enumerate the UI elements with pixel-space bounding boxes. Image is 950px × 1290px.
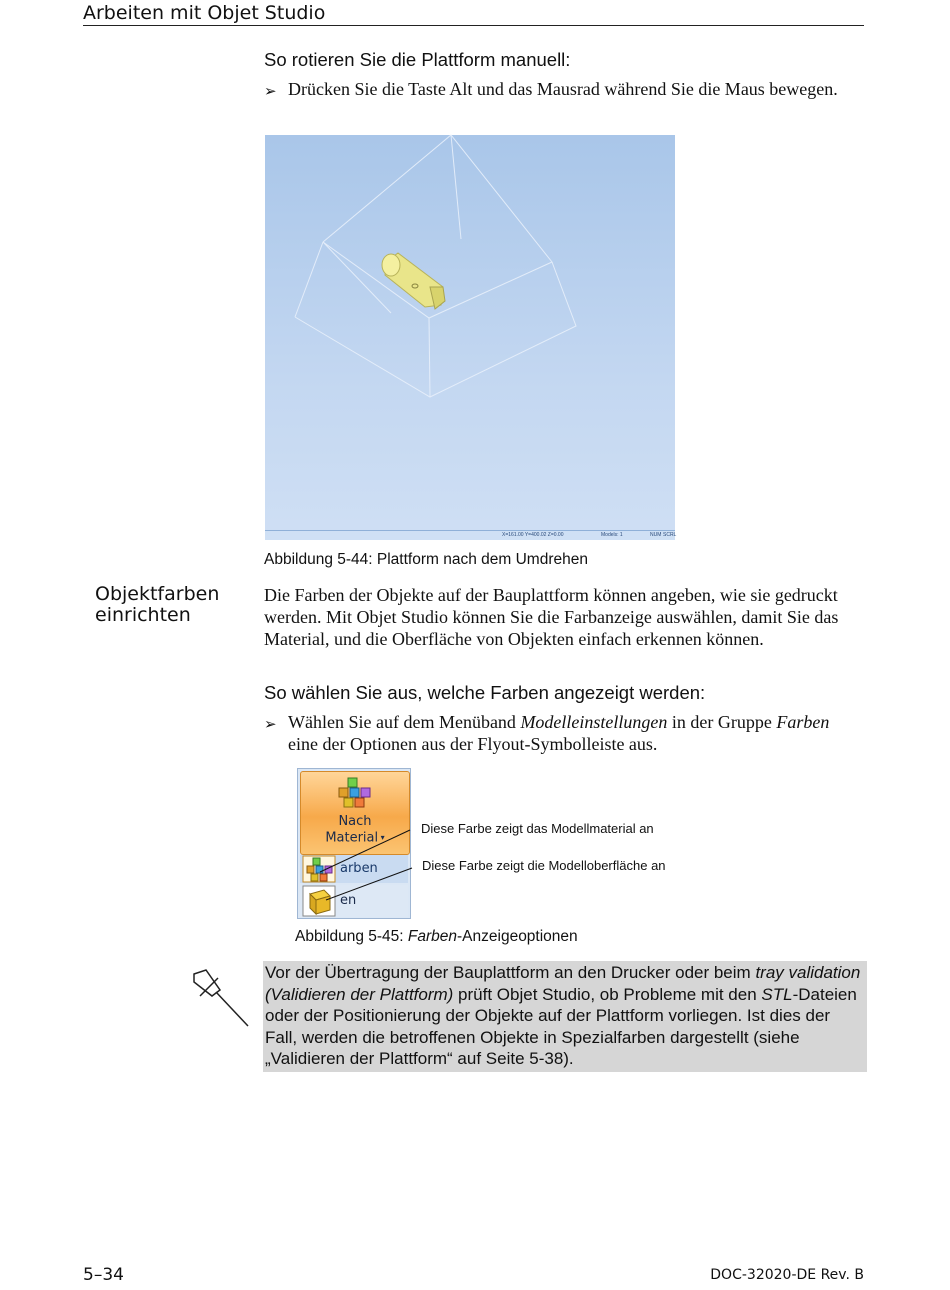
material-cubes-icon	[335, 776, 375, 810]
status-num: NUM	[650, 532, 662, 538]
bullet-colors-text: Wählen Sie auf dem Menüband Modelleinstellungen in der Gruppe Farben eine der Optionen aus der Flyout-Symbolleiste aus.	[288, 712, 830, 754]
platform-wireframe	[265, 135, 675, 540]
flyout-row-material-label: arben	[340, 861, 378, 876]
intro-paragraph: Die Farben der Objekte auf der Bauplattform können angeben, wie sie gedruckt werden. Mit Objet Studio können Sie die Farbanzeige auswählen, damit Sie das Material, und die Oberfläche von Objekten einfach erkennen können.	[264, 585, 839, 649]
procedure-heading-colors: So wählen Sie aus, welche Farben angezeigt werden:	[264, 682, 706, 703]
running-header: Arbeiten mit Objet Studio	[83, 2, 326, 24]
viewer-status-bar	[265, 530, 675, 540]
figure-platform-flipped	[265, 135, 675, 540]
side-heading	[95, 584, 245, 626]
bullet-rotate	[264, 78, 854, 102]
figure-caption-5-44: Abbildung 5-44: Plattform nach dem Umdrehen	[264, 551, 588, 568]
button-label-line1: Nach	[338, 814, 372, 829]
arrow-bullet-icon: ➢	[264, 82, 277, 100]
bullet-rotate-text: Drücken Sie die Taste Alt und das Mausrad während Sie die Maus bewegen.	[288, 79, 838, 99]
callout-leaders	[320, 820, 420, 900]
arrow-bullet-icon: ➢	[264, 715, 277, 733]
status-models: Models: 1	[601, 532, 623, 538]
figure-caption-5-45: Abbildung 5-45: Farben-Anzeigeoptionen	[295, 928, 578, 945]
status-coords: X=161.00 Y=400.02 Z=0.00	[502, 532, 564, 538]
document-id: DOC-32020-DE Rev. B	[710, 1267, 864, 1283]
side-heading-line2: einrichten	[95, 604, 191, 626]
chevron-down-icon: ▾	[378, 833, 385, 842]
side-heading-line1: Objektfarben	[95, 583, 220, 605]
header-rule	[83, 25, 864, 26]
button-label-line2: Material ▾	[325, 830, 385, 846]
pushpin-note-icon	[190, 968, 252, 1030]
bullet-colors	[264, 711, 854, 755]
status-scrl: SCRL	[663, 532, 677, 538]
flyout-row-surface-label: en	[340, 893, 357, 908]
page-number: 5–34	[83, 1265, 124, 1285]
callout-material: Diese Farbe zeigt das Modellmaterial an	[421, 821, 654, 836]
note-box: Vor der Übertragung der Bauplattform an den Drucker oder beim tray validation (Validieren der Plattform) prüft Objet Studio, ob Probleme mit den STL-Dateien oder der Positionierung der Objekte auf der Plattform vorliegen. Ist dies der Fall, werden die betroffenen Objekte in Spezialfarben dargestellt (siehe „Validieren der Plattform“ auf Seite 5-38).	[263, 961, 867, 1072]
part-3d-model	[382, 253, 445, 309]
procedure-heading-rotate: So rotieren Sie die Plattform manuell:	[264, 49, 571, 70]
callout-surface: Diese Farbe zeigt die Modelloberfläche an	[422, 858, 666, 873]
